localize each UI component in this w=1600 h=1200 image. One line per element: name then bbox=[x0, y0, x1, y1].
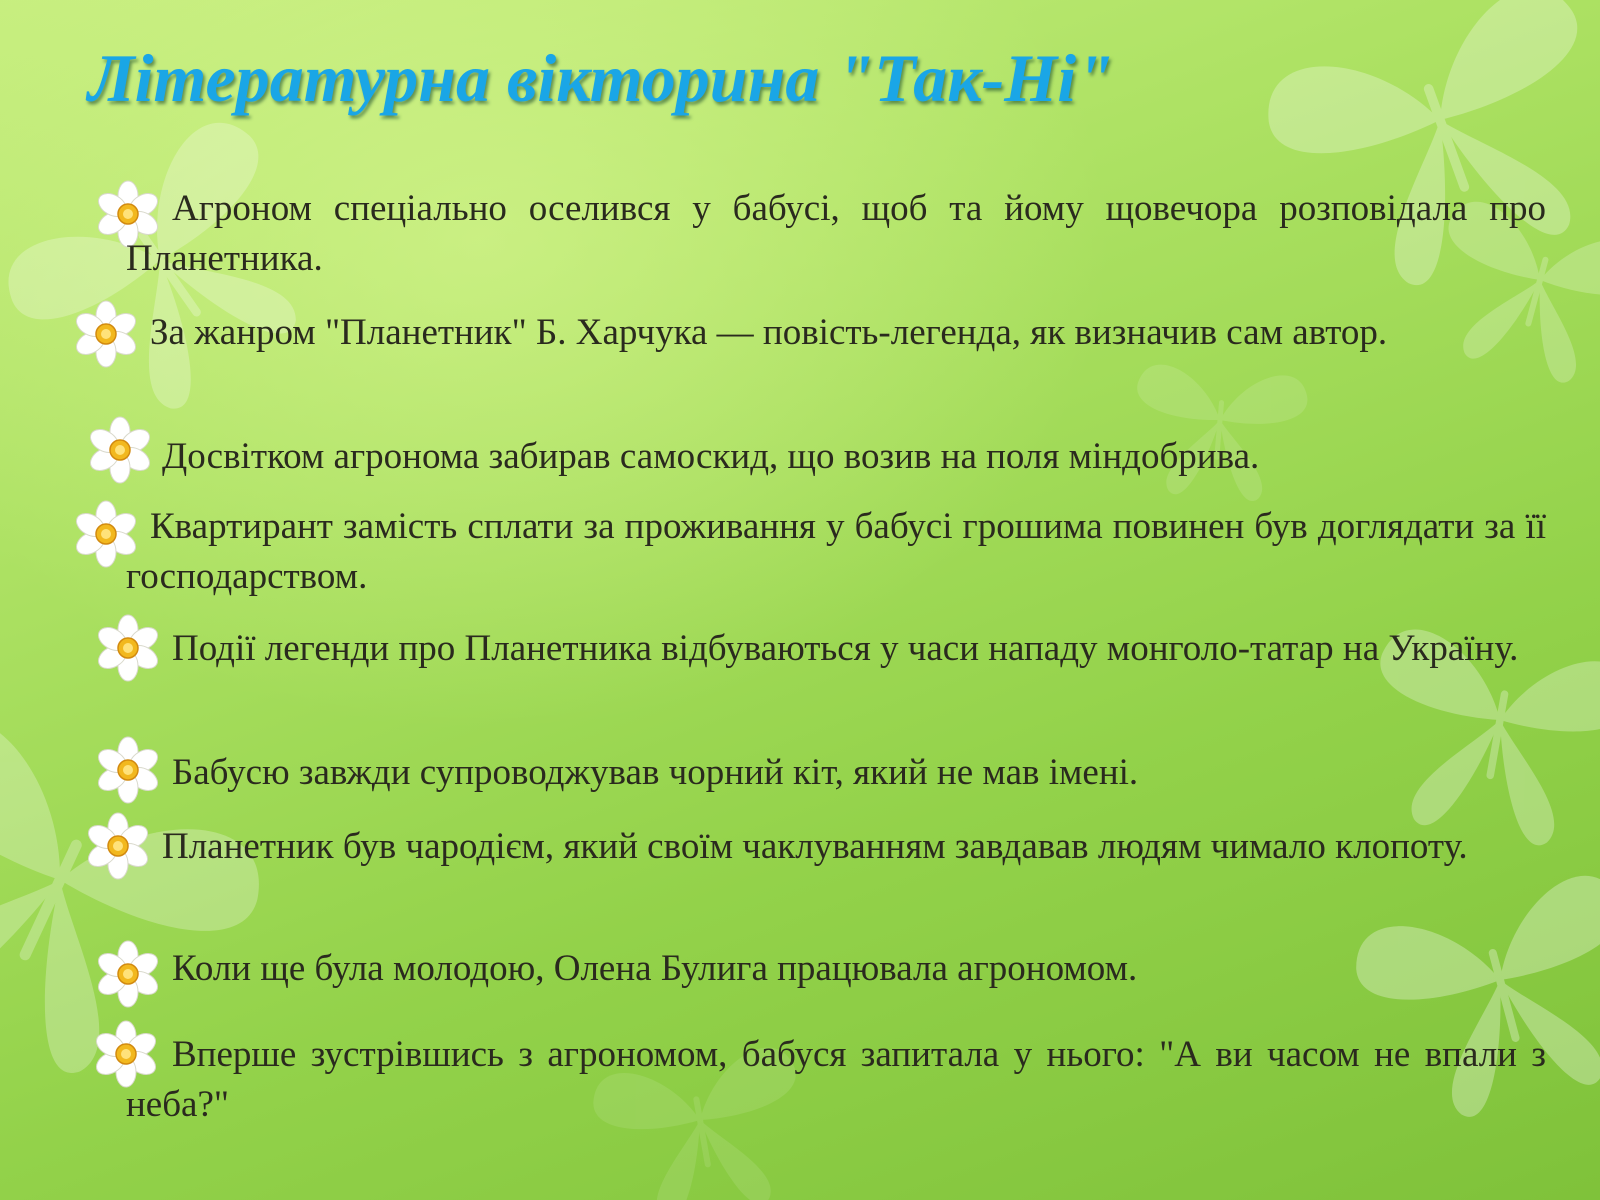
list-item bbox=[126, 822, 1546, 872]
list-item-text: Агроном спеціально оселився у бабусі, щоб та йому щовечора розповідала про Планетника. bbox=[126, 188, 1546, 279]
slide-title: Літературна вікторина "Так-Ні" bbox=[88, 40, 1114, 116]
list-item-text: Вперше зустрівшись з агрономом, бабуся запитала у нього: "А ви часом не впали з неба?" bbox=[126, 1034, 1546, 1125]
list-item-text: За жанром "Планетник" Б. Харчука — повість-легенда, як визначив сам автор. bbox=[150, 312, 1388, 353]
list-item-text: Події легенди про Планетника відбуваються у часи нападу монголо-татар на Україну. bbox=[172, 628, 1519, 669]
list-item bbox=[126, 624, 1546, 674]
list-item-text: Досвітком агронома забирав самоскид, що возив на поля міндобрива. bbox=[162, 436, 1260, 477]
list-item bbox=[126, 432, 1546, 482]
list-item bbox=[126, 184, 1546, 284]
list-item bbox=[126, 502, 1546, 602]
list-item bbox=[126, 1030, 1546, 1130]
list-item-text: Планетник був чародієм, який своїм чаклуванням завдавав людям чимало клопоту. bbox=[162, 826, 1468, 867]
list-item-text: Квартирант замість сплати за проживання у бабусі грошима повинен був доглядати за її господарством. bbox=[126, 506, 1546, 597]
list-item-text: Бабусю завжди супроводжував чорний кіт, який не мав імені. bbox=[172, 752, 1139, 793]
list-item bbox=[126, 944, 1546, 994]
list-item bbox=[126, 308, 1546, 358]
list-item-text: Коли ще була молодою, Олена Булига працювала агрономом. bbox=[172, 948, 1138, 989]
list-item bbox=[126, 748, 1546, 798]
